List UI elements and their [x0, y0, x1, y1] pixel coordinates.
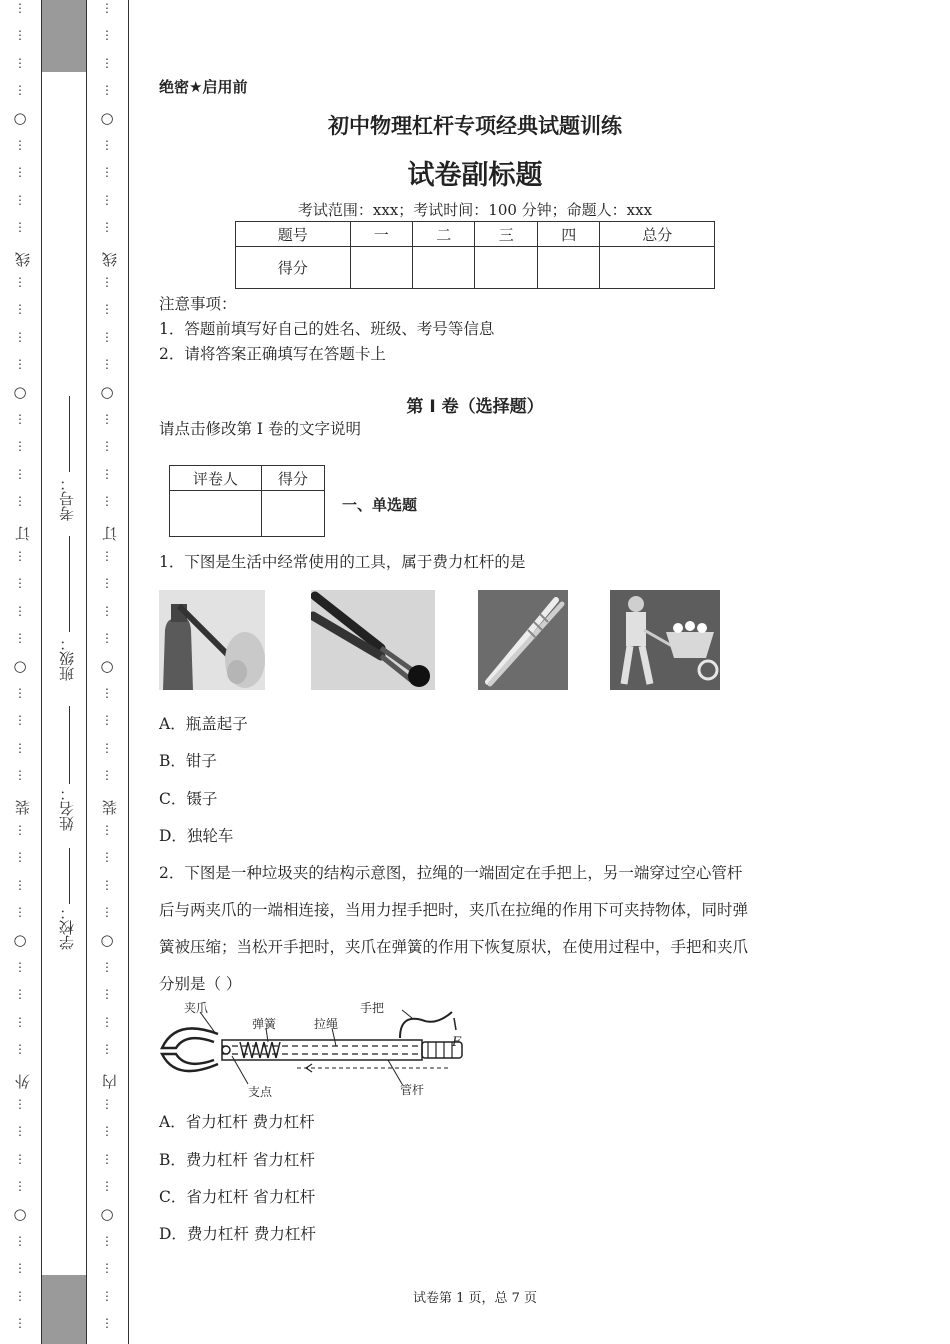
- q2-stem-line: 后与两夹爪的一端相连接，当用力捏手把时，夹爪在拉绳的作用下可夹持物体，同时弹: [159, 901, 749, 919]
- binding-dot-mark: ⋮: [101, 987, 113, 1002]
- label-force: F: [452, 1035, 462, 1050]
- binding-dot-mark: ⋮: [101, 549, 113, 563]
- binding-dot-mark: ⋮: [14, 1097, 26, 1111]
- outer-label-ding: 订: [14, 526, 32, 541]
- label-rope: 拉绳: [314, 1017, 339, 1031]
- binding-circle-mark: ○: [13, 930, 27, 949]
- outer-label-wai: 外: [14, 1074, 32, 1089]
- score-cell[interactable]: [537, 247, 599, 289]
- binding-dot-mark: ⋮: [101, 631, 113, 646]
- score-table: [235, 221, 715, 289]
- q2-option-c[interactable]: C．省力杠杆 省力杠杆: [159, 1188, 316, 1206]
- binding-dot-mark: ⋮: [101, 713, 113, 728]
- part-title: 一、单选题: [342, 496, 418, 514]
- binding-dot-mark: ⋮: [14, 1, 26, 15]
- field-name-label: 姓名：: [58, 786, 76, 831]
- binding-circle-mark: ○: [13, 382, 27, 401]
- binding-dot-mark: ⋮: [101, 905, 113, 920]
- binding-dot-mark: ⋮: [101, 412, 113, 426]
- q2-option-a[interactable]: A．省力杠杆 费力杠杆: [159, 1113, 315, 1131]
- binding-dot-mark: ⋮: [14, 138, 26, 152]
- score-header-cell: 四: [537, 222, 599, 247]
- wheelbarrow-image: [610, 590, 720, 690]
- q1-option-a[interactable]: A．瓶盖起子: [159, 715, 248, 733]
- score-cell[interactable]: [413, 247, 475, 289]
- binding-dot-mark: ⋮: [101, 576, 113, 591]
- field-class-label: 班级：: [58, 636, 76, 681]
- binding-dot-mark: ⋮: [101, 275, 113, 289]
- binding-dot-mark: ⋮: [14, 302, 26, 317]
- binding-dot-mark: ⋮: [14, 823, 26, 837]
- score-header-cell: 题号: [236, 222, 351, 247]
- binding-dot-mark: ⋮: [101, 1151, 113, 1166]
- binding-dot-mark: ⋮: [14, 603, 26, 618]
- q2-option-b[interactable]: B．费力杠杆 省力杠杆: [159, 1151, 315, 1169]
- binding-circle-mark: ○: [100, 1204, 114, 1223]
- binding-dot-mark: ⋮: [14, 1234, 26, 1248]
- binding-circle-mark: ○: [100, 108, 114, 127]
- binding-dot-mark: ⋮: [14, 192, 26, 207]
- binding-dot-mark: ⋮: [101, 220, 113, 235]
- binding-dot-mark: ⋮: [14, 686, 26, 700]
- binding-dot-mark: ⋮: [101, 740, 113, 755]
- binding-dot-mark: ⋮: [101, 1261, 113, 1276]
- binding-dot-mark: ⋮: [14, 165, 26, 180]
- binding-dot-mark: ⋮: [101, 494, 113, 509]
- binding-dot-mark: ⋮: [101, 1288, 113, 1303]
- section-title: 第 I 卷（选择题）: [406, 397, 544, 417]
- garbage-grabber-diagram: [156, 998, 468, 1100]
- binding-dot-mark: ⋮: [101, 138, 113, 152]
- binding-dot-mark: ⋮: [101, 1179, 113, 1194]
- q1-option-c[interactable]: C．镊子: [159, 790, 218, 808]
- binding-dot-mark: ⋮: [101, 165, 113, 180]
- binding-dot-mark: ⋮: [14, 439, 26, 454]
- score-cell[interactable]: [475, 247, 537, 289]
- grader-cell[interactable]: [261, 491, 324, 537]
- notice-item: 2．请将答案正确填写在答题卡上: [159, 345, 386, 363]
- field-school-line[interactable]: [69, 848, 70, 904]
- binding-dot-mark: ⋮: [101, 1097, 113, 1111]
- binding-dot-mark: ⋮: [14, 1288, 26, 1303]
- field-examno-label: 考号：: [58, 476, 76, 521]
- binding-dot-mark: ⋮: [101, 1014, 113, 1029]
- binding-dot-mark: ⋮: [101, 1124, 113, 1139]
- binding-dot-mark: ⋮: [101, 1316, 113, 1331]
- binding-dot-mark: ⋮: [14, 1179, 26, 1194]
- field-class-line[interactable]: [69, 536, 70, 632]
- inner-label-zhuang: 装: [101, 800, 119, 815]
- grader-table: [169, 465, 325, 537]
- grader-header-cell: 得分: [261, 466, 324, 491]
- binding-circle-mark: ○: [100, 930, 114, 949]
- binding-dot-mark: ⋮: [101, 1042, 113, 1057]
- binding-circle-mark: ○: [100, 656, 114, 675]
- inner-label-ding: 订: [101, 526, 119, 541]
- inner-label-xian: 线: [101, 252, 119, 267]
- binding-circle-mark: ○: [13, 1204, 27, 1223]
- pliers-image: [311, 590, 435, 690]
- notice-heading: 注意事项：: [159, 295, 237, 313]
- binding-dot-mark: ⋮: [101, 439, 113, 454]
- binding-dot-mark: ⋮: [101, 28, 113, 43]
- notice-item: 1．答题前填写好自己的姓名、班级、考号等信息: [159, 320, 495, 338]
- binding-dot-mark: ⋮: [14, 987, 26, 1002]
- q2-stem-line: 分别是（ ）: [159, 975, 242, 993]
- binding-dot-mark: ⋮: [101, 1, 113, 15]
- binding-dot-mark: ⋮: [14, 768, 26, 783]
- binding-dot-mark: ⋮: [14, 220, 26, 235]
- binding-dot-mark: ⋮: [14, 1014, 26, 1029]
- binding-dot-mark: ⋮: [101, 357, 113, 372]
- q2-stem-line: 2．下图是一种垃圾夹的结构示意图，拉绳的一端固定在手把上，另一端穿过空心管杆: [159, 864, 743, 882]
- binding-dot-mark: ⋮: [101, 1234, 113, 1248]
- binding-dot-mark: ⋮: [101, 603, 113, 618]
- field-name-line[interactable]: [69, 706, 70, 784]
- score-header-cell: 三: [475, 222, 537, 247]
- q1-option-b[interactable]: B．钳子: [159, 752, 217, 770]
- grader-header-cell: 评卷人: [170, 466, 262, 491]
- score-cell[interactable]: [600, 247, 715, 289]
- binding-dot-mark: ⋮: [14, 960, 26, 974]
- binding-dot-mark: ⋮: [101, 960, 113, 974]
- binding-dot-mark: ⋮: [101, 768, 113, 783]
- field-school-label: 学校：: [58, 905, 76, 950]
- binding-dot-mark: ⋮: [101, 877, 113, 892]
- q2-stem-line: 簧被压缩；当松开手把时，夹爪在弹簧的作用下恢复原状，在使用过程中，手把和夹爪: [159, 938, 749, 956]
- binding-dot-mark: ⋮: [14, 28, 26, 43]
- inner-label-nei: 内: [101, 1074, 119, 1089]
- section-instruction: 请点击修改第 I 卷的文字说明: [159, 420, 361, 438]
- secret-label: 绝密★启用前: [159, 78, 248, 96]
- outer-label-zhuang: 装: [14, 800, 32, 815]
- binding-dot-mark: ⋮: [14, 631, 26, 646]
- page-footer: 试卷第 1 页，总 7 页: [412, 1291, 538, 1306]
- binding-dot-mark: ⋮: [14, 1261, 26, 1276]
- binding-dot-mark: ⋮: [14, 412, 26, 426]
- grader-cell[interactable]: [170, 491, 262, 537]
- binding-dot-mark: ⋮: [101, 55, 113, 70]
- page-title: [0, 110, 950, 140]
- label-tube: 管杆: [400, 1083, 425, 1097]
- margin-gray-top: [42, 0, 86, 72]
- binding-dot-mark: ⋮: [14, 275, 26, 289]
- binding-dot-mark: ⋮: [14, 357, 26, 372]
- label-handle: 手把: [360, 1001, 385, 1015]
- binding-dot-mark: ⋮: [101, 83, 113, 98]
- q1-stem: 1．下图是生活中经常使用的工具，属于费力杠杆的是: [159, 553, 526, 571]
- score-cell[interactable]: [350, 247, 412, 289]
- binding-dot-mark: ⋮: [14, 576, 26, 591]
- binding-dot-mark: ⋮: [101, 823, 113, 837]
- binding-circle-mark: ○: [13, 656, 27, 675]
- binding-dot-mark: ⋮: [14, 850, 26, 865]
- binding-dot-mark: ⋮: [101, 686, 113, 700]
- label-spring: 弹簧: [252, 1017, 277, 1031]
- label-jaw: 夹爪: [184, 1001, 209, 1015]
- binding-dot-mark: ⋮: [101, 302, 113, 317]
- binding-dot-mark: ⋮: [14, 549, 26, 563]
- score-header-cell: 一: [350, 222, 412, 247]
- binding-dot-mark: ⋮: [14, 55, 26, 70]
- margin-gray-bottom: [42, 1275, 86, 1344]
- binding-dot-mark: ⋮: [101, 466, 113, 481]
- binding-dot-mark: ⋮: [14, 877, 26, 892]
- binding-dot-mark: ⋮: [14, 740, 26, 755]
- page-subtitle: 试卷副标题: [407, 160, 543, 191]
- label-pivot: 支点: [248, 1085, 273, 1099]
- exam-info: 考试范围：xxx；考试时间：100 分钟；命题人：xxx: [297, 201, 653, 219]
- score-row-label: 得分: [236, 247, 351, 289]
- binding-dot-mark: ⋮: [14, 713, 26, 728]
- binding-dot-mark: ⋮: [14, 1151, 26, 1166]
- binding-dot-mark: ⋮: [14, 466, 26, 481]
- binding-dot-mark: ⋮: [101, 329, 113, 344]
- binding-dot-mark: ⋮: [101, 850, 113, 865]
- binding-dot-mark: ⋮: [14, 1316, 26, 1331]
- binding-dot-mark: ⋮: [14, 494, 26, 509]
- binding-dot-mark: ⋮: [14, 1042, 26, 1057]
- page-title-text: 初中物理杠杆专项经典试题训练: [328, 114, 622, 138]
- score-header-cell: 二: [413, 222, 475, 247]
- tweezers-image: [478, 590, 568, 690]
- binding-dot-mark: ⋮: [14, 905, 26, 920]
- binding-dot-mark: ⋮: [14, 1124, 26, 1139]
- bottle-opener-image: [159, 590, 265, 690]
- q2-option-d[interactable]: D．费力杠杆 费力杠杆: [159, 1225, 316, 1243]
- outer-label-xian: 线: [14, 252, 32, 267]
- binding-dot-mark: ⋮: [14, 329, 26, 344]
- binding-dot-mark: ⋮: [101, 192, 113, 207]
- binding-dot-mark: ⋮: [14, 83, 26, 98]
- binding-circle-mark: ○: [13, 108, 27, 127]
- binding-circle-mark: ○: [100, 382, 114, 401]
- q1-option-d[interactable]: D．独轮车: [159, 827, 234, 845]
- score-header-cell: 总分: [600, 222, 715, 247]
